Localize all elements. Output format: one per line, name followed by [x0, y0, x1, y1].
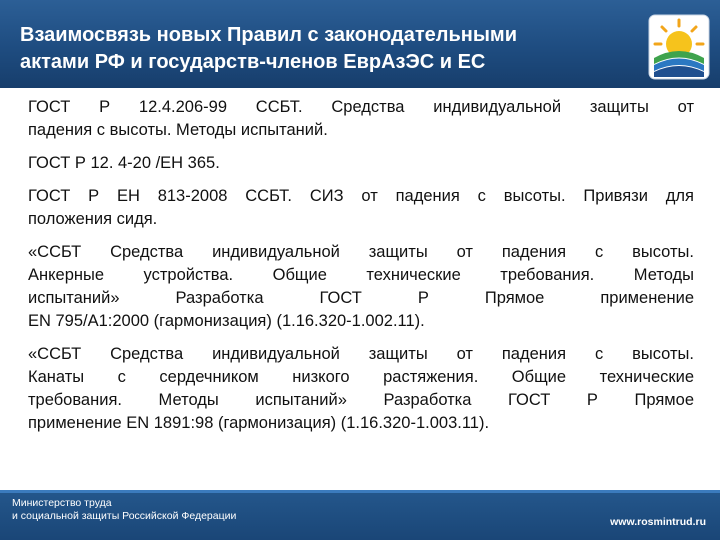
- gost-paragraph-2: [28, 152, 694, 175]
- header-bar: [0, 0, 720, 88]
- text-line: Анкерные устройства. Общие технические требования. Методы: [28, 266, 694, 284]
- text-line: EN 795/A1:2000 (гармонизация) (1.16.320-1.002.11).: [28, 312, 425, 330]
- text-line: Канаты с сердечником низкого растяжения. Общие технические: [28, 368, 694, 386]
- content-body: [28, 96, 694, 445]
- gost-paragraph-4: [28, 241, 694, 333]
- website-link[interactable]: www.rosmintrud.ru: [610, 516, 706, 528]
- ministry-emblem-icon: [648, 14, 710, 80]
- gost-paragraph-5: [28, 343, 694, 435]
- ministry-name-line-1: Министерство труда: [12, 497, 112, 509]
- text-line: ГОСТ Р 12. 4-20 /ЕН 365.: [28, 154, 220, 172]
- slide-title: [20, 22, 620, 76]
- text-line: требования. Методы испытаний» Разработка ГОСТ Р Прямое: [28, 391, 694, 409]
- gost-paragraph-1: [28, 96, 694, 142]
- text-line: применение EN 1891:98 (гармонизация) (1.16.320-1.003.11).: [28, 414, 490, 432]
- text-line: положения сидя.: [28, 210, 158, 228]
- text-line: «ССБТ Средства индивидуальной защиты от падения с высоты.: [28, 243, 694, 261]
- title-line-1: Взаимосвязь новых Правил с законодательными: [20, 24, 518, 46]
- text-line: ГОСТ Р ЕН 813-2008 ССБТ. СИЗ от падения с высоты. Привязи для: [28, 187, 694, 205]
- ministry-name: [12, 497, 236, 523]
- text-line: «ССБТ Средства индивидуальной защиты от падения с высоты.: [28, 345, 694, 363]
- text-line: ГОСТ Р 12.4.206-99 ССБТ. Средства индивидуальной защиты от: [28, 98, 694, 116]
- footer-divider: [0, 490, 720, 493]
- footer-bar: [0, 490, 720, 540]
- gost-paragraph-3: [28, 185, 694, 231]
- text-line: падения с высоты. Методы испытаний.: [28, 121, 328, 139]
- text-line: испытаний» Разработка ГОСТ Р Прямое применение: [28, 289, 694, 307]
- title-line-2: актами РФ и государств-членов ЕврАзЭС и ЕС: [20, 51, 486, 73]
- ministry-name-line-2: и социальной защиты Российской Федерации: [12, 510, 237, 522]
